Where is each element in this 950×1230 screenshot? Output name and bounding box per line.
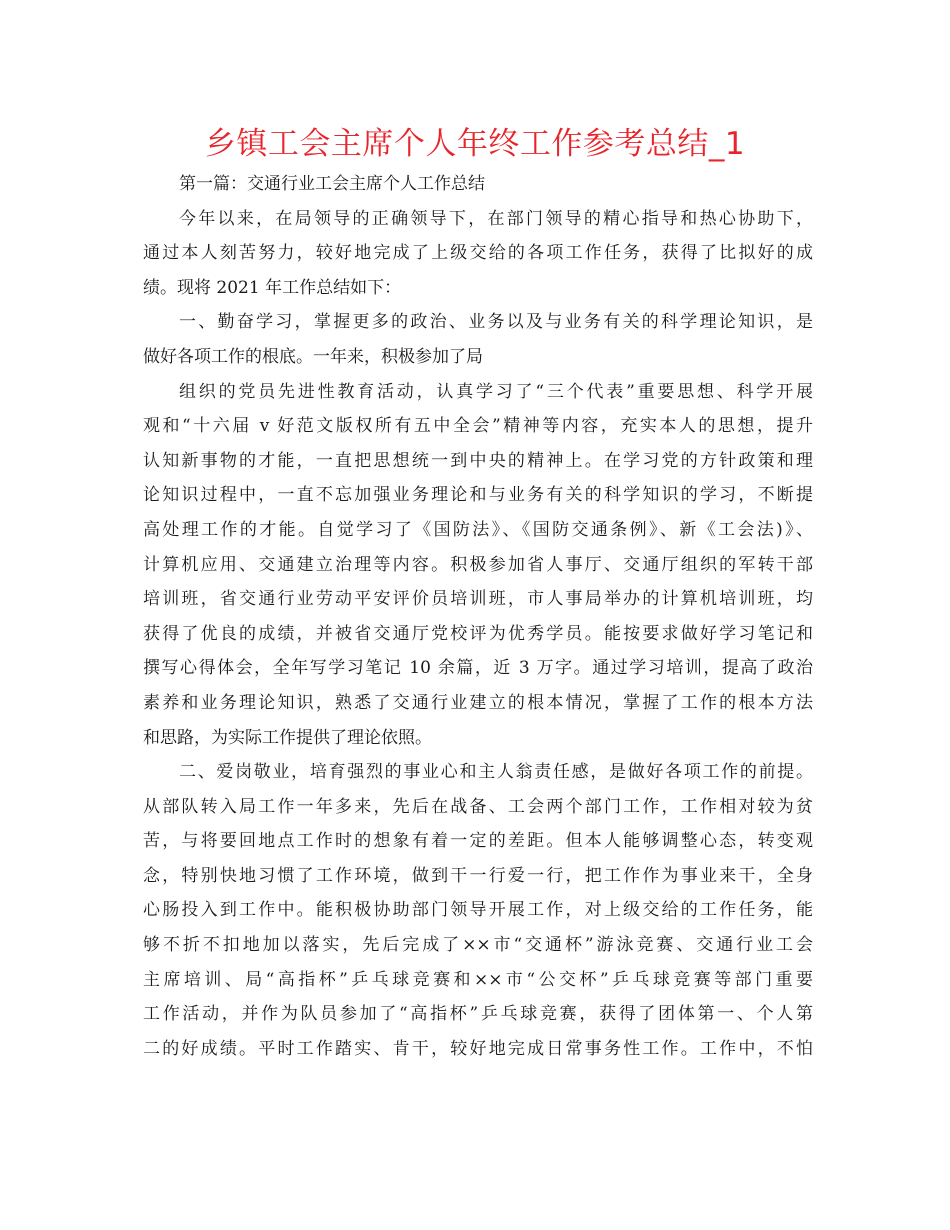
text-line: 撰写心得体会，全年写学习笔记 10 余篇，近 3 万字。通过学习培训，提高了政治 (143, 658, 813, 679)
text-line: 计算机应用、交通建立治理等内容。积极参加省人事厅、交通厅组织的军转干部 (143, 554, 813, 575)
text-line: 培训班，省交通行业劳动平安评价员培训班，市人事局举办的计算机培训班，均 (143, 589, 813, 610)
text-line: 从部队转入局工作一年多来，先后在战备、工会两个部门工作，工作相对较为贫 (143, 796, 813, 817)
text-line: 和思路，为实际工作提供了理论依照。 (143, 727, 432, 748)
text-line: 念，特别快地习惯了工作环境，做到干一行爱一行，把工作作为事业来干，全身 (143, 865, 813, 886)
text-line: 组织的党员先进性教育活动，认真学习了“三个代表”重要思想、科学开展 (179, 381, 813, 402)
text-line: 二、爱岗敬业，培育强烈的事业心和主人翁责任感，是做好各项工作的前提。 (179, 762, 813, 783)
text-line: 论知识过程中，一直不忘加强业务理论和与业务有关的科学知识的学习，不断提 (143, 485, 813, 506)
text-line: 做好各项工作的根底。一年来，积极参加了局 (143, 346, 483, 367)
text-line: 观和“十六届 v 好范文版权所有五中全会”精神等内容，充实本人的思想，提升 (143, 416, 813, 437)
text-line: 绩。现将 2021 年工作总结如下： (143, 277, 402, 298)
text-line: 认知新事物的才能，一直把思想统一到中央的精神上。在学习党的方针政策和理 (143, 450, 813, 471)
document-body (143, 167, 813, 1066)
text-line: 获得了优良的成绩，并被省交通厅党校评为优秀学员。能按要求做好学习笔记和 (143, 623, 813, 644)
text-line: 工作活动，并作为队员参加了“高指杯”乒乓球竞赛，获得了团体第一、个人第 (143, 1004, 813, 1025)
text-line: 心肠投入到工作中。能积极协助部门领导开展工作，对上级交给的工作任务，能 (143, 900, 813, 921)
text-line: 二的好成绩。平时工作踏实、肯干，较好地完成日常事务性工作。工作中，不怕 (143, 1038, 813, 1059)
text-line: 够不折不扣地加以落实，先后完成了××市“交通杯”游泳竞赛、交通行业工会 (143, 935, 813, 956)
text-line: 苦，与将要回地点工作时的想象有着一定的差距。但本人能够调整心态，转变观 (143, 831, 813, 852)
text-line: 通过本人刻苦努力，较好地完成了上级交给的各项工作任务，获得了比拟好的成 (143, 243, 813, 264)
text-line: 高处理工作的才能。自觉学习了《国防法》、《国防交通条例》、新《工会法)》、 (143, 519, 813, 540)
text-line: 第一篇：交通行业工会主席个人工作总结 (179, 174, 485, 194)
text-line: 一、勤奋学习，掌握更多的政治、业务以及与业务有关的科学理论知识，是 (179, 312, 813, 333)
document-title: 乡镇工会主席个人年终工作参考总结_1 (204, 126, 746, 162)
text-line: 主席培训、局“高指杯”乒乓球竞赛和××市“公交杯”乒乓球竞赛等部门重要 (143, 969, 813, 990)
text-line: 素养和业务理论知识，熟悉了交通行业建立的根本情况，掌握了工作的根本方法 (143, 692, 813, 713)
text-line: 今年以来，在局领导的正确领导下，在部门领导的精心指导和热心协助下， (179, 208, 813, 229)
